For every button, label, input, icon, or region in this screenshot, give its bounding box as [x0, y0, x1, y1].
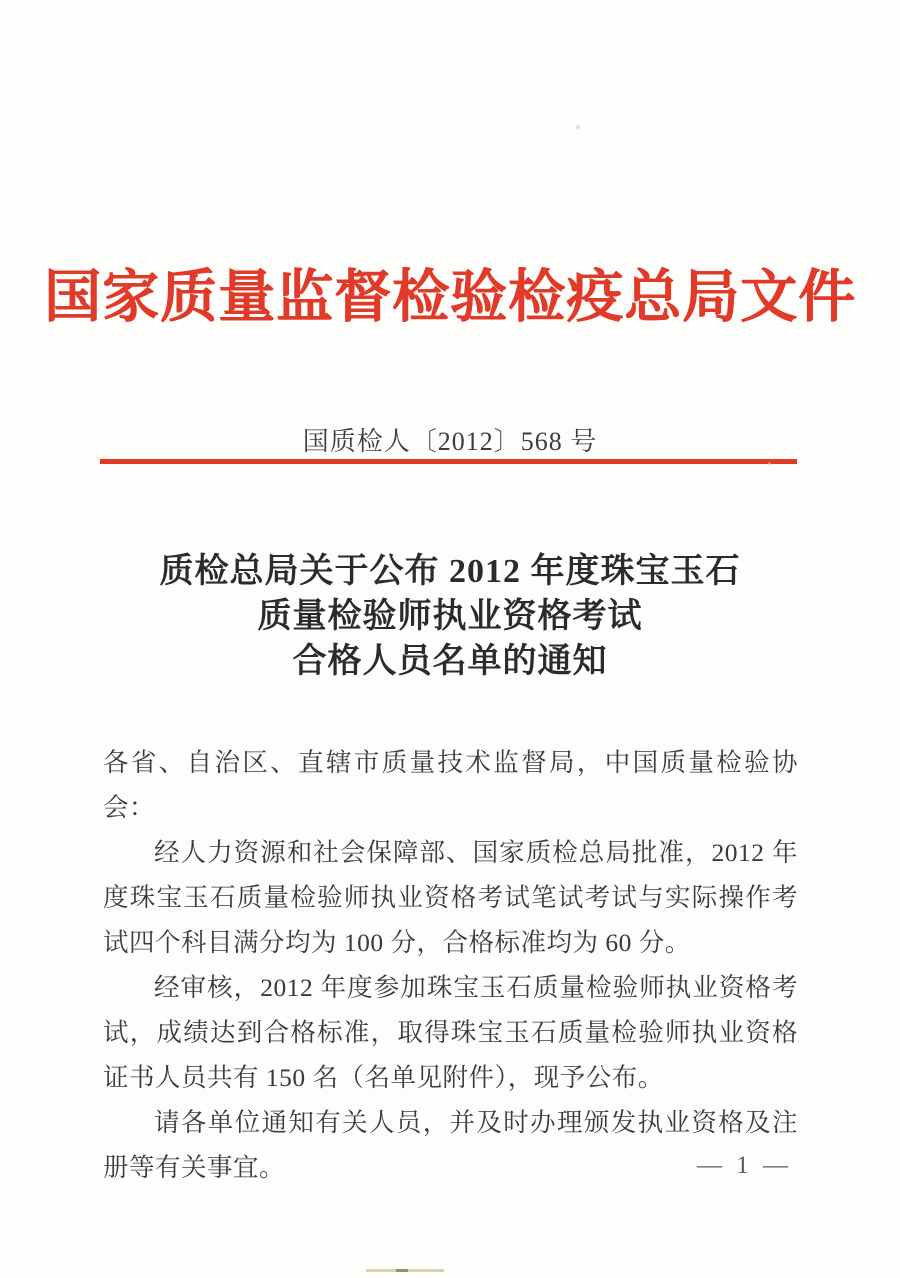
body-paragraph-2: 经审核，2012 年度参加珠宝玉石质量检验师执业资格考试，成绩达到合格标准，取得珠宝玉石质量检验师执业资格证书人员共有 150 名（名单见附件），现予公布。: [103, 973, 798, 1092]
agency-letterhead-title: 国家质量监督检验检疫总局文件: [44, 266, 856, 329]
body-paragraph-3: 请各单位通知有关人员，并及时办理颁发执业资格及注册等有关事宜。: [103, 1108, 798, 1182]
red-divider-rule: [100, 459, 797, 464]
scan-speck: [768, 462, 771, 465]
notice-title-line-1: 质检总局关于公布 2012 年度珠宝玉石: [159, 553, 741, 590]
notice-title-line-2: 质量检验师执业资格考试: [257, 598, 643, 635]
notice-title-line-3: 合格人员名单的通知: [292, 643, 608, 680]
salutation-line: 各省、自治区、直辖市质量技术监督局，中国质量检验协会：: [103, 748, 798, 822]
scan-speck: [576, 125, 580, 129]
notice-body: [103, 740, 798, 1190]
notice-title: [0, 549, 900, 684]
body-paragraph-1: 经人力资源和社会保障部、国家质检总局批准，2012 年度珠宝玉石质量检验师执业资格考试笔试考试与实际操作考试四个科目满分均为 100 分，合格标准均为 60 分。: [103, 838, 798, 957]
scan-artifact-dot: [396, 1269, 408, 1272]
page-number: — 1 —: [697, 1152, 792, 1179]
document-reference-number: 国质检人〔2012〕568 号: [302, 427, 598, 456]
